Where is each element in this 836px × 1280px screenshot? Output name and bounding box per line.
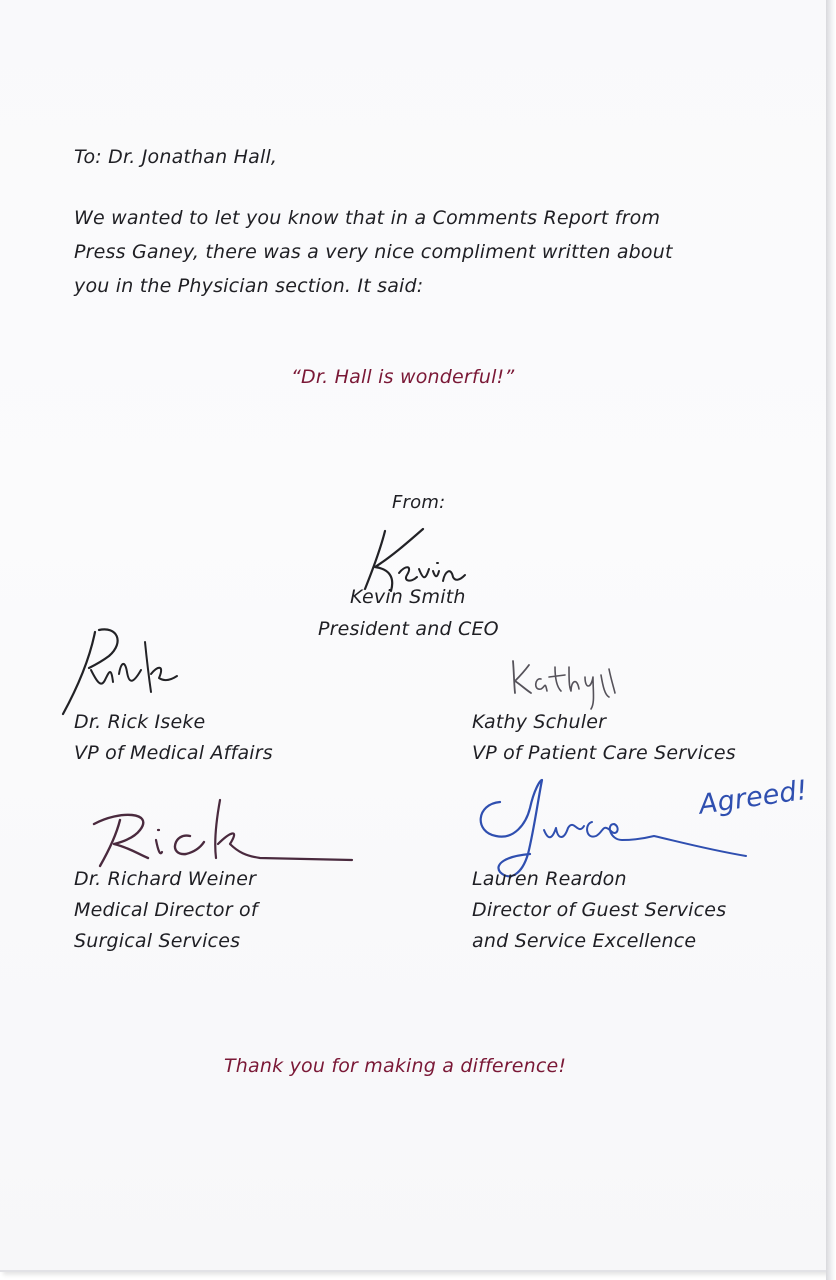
from-label: From:: [392, 492, 446, 513]
agreed-note: Agreed!: [697, 774, 810, 821]
lauren-reardon-name: Lauren Reardon: [472, 868, 627, 890]
richard-weiner-title-line-2: Surgical Services: [74, 930, 241, 952]
rick-iseke-name: Dr. Rick Iseke: [74, 711, 206, 733]
compliment-quote: “Dr. Hall is wonderful!”: [291, 366, 515, 388]
kathy-schuler-title: VP of Patient Care Services: [472, 742, 736, 764]
richard-weiner-title-line-1: Medical Director of: [74, 899, 258, 921]
lauren-reardon-title-line-1: Director of Guest Services: [472, 899, 727, 921]
body-line-3: you in the Physician section. It said:: [74, 275, 424, 297]
body-line-1: We wanted to let you know that in a Comments Report from: [74, 207, 661, 229]
salutation: To: Dr. Jonathan Hall,: [74, 146, 278, 168]
lauren-reardon-title-line-2: and Service Excellence: [472, 930, 697, 952]
kathy-schuler-name: Kathy Schuler: [472, 711, 607, 733]
closing-line: Thank you for making a difference!: [224, 1055, 567, 1077]
kevin-smith-name: Kevin Smith: [350, 586, 466, 608]
rick-iseke-title: VP of Medical Affairs: [74, 742, 273, 764]
kathy-schuler-signature: [505, 655, 625, 715]
body-line-2: Press Ganey, there was a very nice compliment written about: [74, 241, 673, 263]
rick-iseke-signature: [55, 622, 185, 722]
richard-weiner-signature: [90, 796, 360, 872]
kevin-smith-title: President and CEO: [318, 618, 499, 640]
page-edge-shadow: [826, 0, 836, 1280]
richard-weiner-name: Dr. Richard Weiner: [74, 868, 257, 890]
